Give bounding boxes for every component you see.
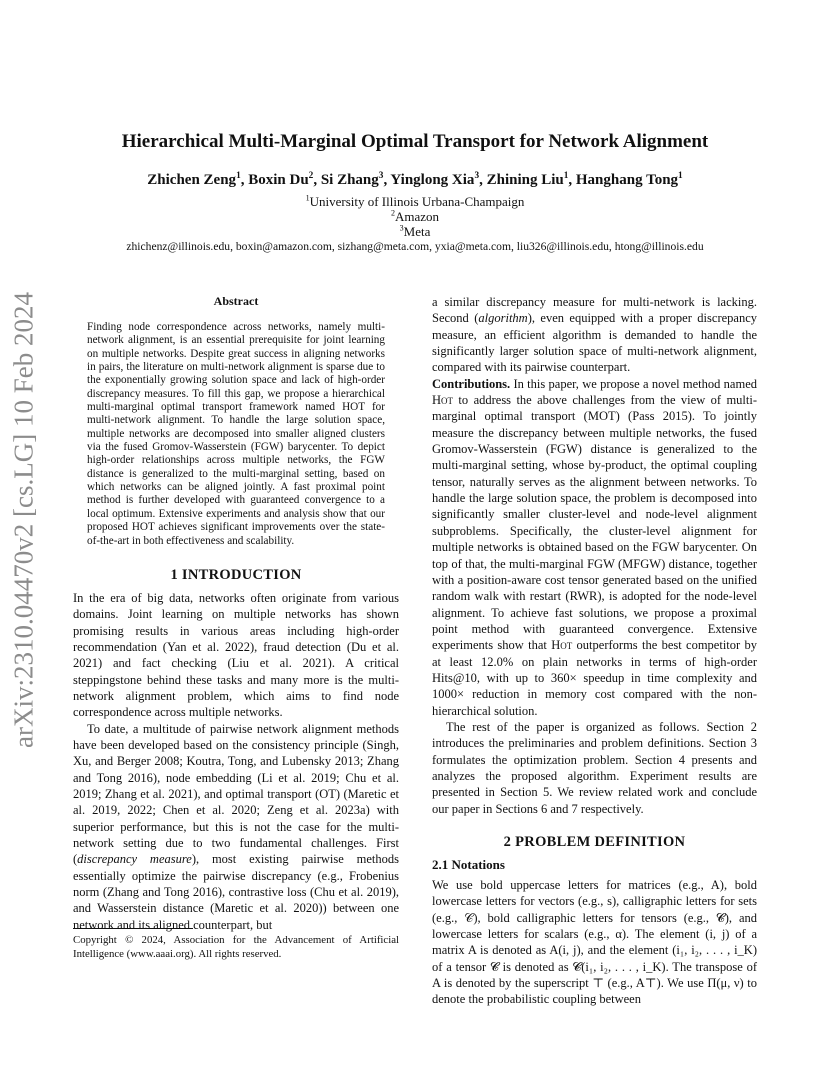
author-affil-mark: 1 xyxy=(563,171,569,181)
intro-emphasis: algorithm xyxy=(478,311,528,326)
section-heading-problem-definition: 2 PROBLEM DEFINITION xyxy=(503,834,686,850)
abstract-text: Finding node correspondence across networks, namely multi-network alignment, is an essential prerequisite for joint learning on multiple networks. Despite great success in aligning networks in pairs, the literature on multi-network alignment is sparse due to the exponentially growing solution space and lack of high-order discrepancy measures. To fill this gap, we propose a hierarchical multi-marginal optimal transport framework named HOT for multi-network alignment. To handle the large solution space, multiple networks are decomposed into smaller aligned clusters via the fused Gromov-Wasserstein (FGW) barycenter. To depict high-order relationships across multiple networks, the FGW distance is generalized to the multi-marginal setting, based on which networks can be aligned jointly. A fast proximal point method is further developed with guaranteed convergence to a local optimum. Extensive experiments and analysis show that our proposed HOT achieves significant improvements over the state-of-the-art in both effectiveness and scalability. xyxy=(87,321,385,547)
paper-title: Hierarchical Multi-Marginal Optimal Transport for Network Alignment xyxy=(121,131,709,152)
affiliation-name: University of Illinois Urbana-Champaign xyxy=(309,194,525,209)
author-name: Si Zhang xyxy=(320,172,379,188)
intro-paragraph-2 xyxy=(73,721,399,933)
intro-text: To date, a multitude of pairwise network alignment methods have been developed based on the consistency principle (Singh, Xu, and Berger 2008; Koutra, Tong, and Lubensky 2013; Zhang and Tong 2016), node embedding (Li et al. 2019; Chu et al. 2019; Zhang et al. 2021), and optimal transport (OT) (Maretic et al. 2019, 2022; Chen et al. 2020; Zeng et al. 2023a) with superior performance, but this is not the case for the multi-network setting due to two fundamental challenges. First ( xyxy=(73,721,399,867)
notations-paragraph: We use bold uppercase letters for matrices (e.g., A), bold lowercase letters for vectors (e.g., s), calligraphic letters for sets (e.g., 𝒞), bold calligraphic letters for tensors (e.g., 𝓒), and lowercase letters for scalars (e.g., α). The element (i, j) of a matrix A is denoted as A(i, j), and the element (i₁, i₂, . . . , i_K) of a tensor 𝓒 is denoted as 𝓒(i₁, i₂, . . . , i_K). The transpose of A is denoted by the superscript ⊤ (e.g., A⊤). We use Π(μ, ν) to denote the probabilistic coupling between xyxy=(432,878,757,1007)
affiliation xyxy=(60,224,770,239)
author-affil-mark: 3 xyxy=(474,171,480,181)
author-name: Zhichen Zeng xyxy=(147,172,237,188)
intro-emphasis: discrepancy measure xyxy=(77,852,192,867)
left-column xyxy=(73,294,399,933)
section-heading-introduction: 1 INTRODUCTION xyxy=(170,566,302,583)
author-name: Hanghang Tong xyxy=(575,172,679,188)
intro-paragraph-2-continued xyxy=(432,294,757,376)
footnote-divider xyxy=(73,928,193,929)
arxiv-stamp: arXiv:2310.04470v2 [cs.LG] 10 Feb 2024 xyxy=(8,292,39,748)
author-emails: zhichenz@illinois.edu, boxin@amazon.com, sizhang@meta.com, yxia@meta.com, liu326@illinois.edu, htong@illinois.edu xyxy=(126,240,704,253)
method-name: Hot xyxy=(551,638,573,653)
copyright-footnote: Copyright © 2024, Association for the Advancement of Artificial Intelligence (www.aaai.org). All rights reserved. xyxy=(73,934,399,960)
abstract-heading: Abstract xyxy=(213,294,259,308)
contributions-text: outperforms the best competitor by at least 12.0% on plain networks in terms of high-order Hits@10, with up to 360× speedup in time complexity and 1000× reduction in memory cost compared with the non-hierarchical solution. xyxy=(432,638,757,718)
intro-paragraph-1: In the era of big data, networks often originate from various domains. Joint learning on multiple networks has shown promising results in various areas including high-order recommendation (Yan et al. 2022), fraud detection (Du et al. 2021) and fact checking (Liu et al. 2021). A critical steppingstone behind these tasks and many more is the multi-network alignment problem, which aims to find node correspondence across multiple networks. xyxy=(73,590,399,720)
affiliation-mark: 1 xyxy=(305,193,310,203)
paper-organization-paragraph: The rest of the paper is organized as follows. Section 2 introduces the preliminaries and problem definitions. Section 3 formulates the optimization problem. Section 4 presents and analyzes the proposed algorithm. Experiment results are presented in Section 5. We review related work and conclude our paper in Sections 6 and 7 respectively. xyxy=(432,719,757,816)
intro-text: ), most existing pairwise methods essentially optimize the pairwise discrepancy (e.g., Frobenius norm (Zhang and Tong 2016), contrastive loss (Chu et al. 2019), and Wasserstein distance (Maretic et al. 2020)) between one network and its aligned counterpart, but xyxy=(73,852,399,932)
intro-text: ), even equipped with a proper discrepancy measure, an efficient algorithm is demanded to handle the significantly larger solution space of multi-network alignment, compared with its pairwise counterpart. xyxy=(432,311,757,375)
arxiv-sidebar xyxy=(0,0,48,1072)
intro-text: a similar discrepancy measure for multi-network is lacking. Second ( xyxy=(432,295,757,326)
affiliation xyxy=(60,194,770,209)
author-name: Zhining Liu xyxy=(486,172,564,188)
right-column xyxy=(432,294,757,1008)
contributions-paragraph xyxy=(432,376,757,719)
contributions-text: to address the above challenges from the view of multi-marginal optimal transport (MOT) (Pass 2015). To jointly measure the discrepancy between multiple networks, the fused Gromov-Wasserstein (FGW) distance is generalized to the multi-marginal setting, whose by-product, the optimal coupling tensor, naturally serves as the alignment between networks. To handle the large solution space, the problem is decomposed into significantly smaller cluster-level and node-level alignment subproblems. Specifically, the cluster-level alignment for multiple networks is obtained based on the FGW barycenter. On top of that, the multi-marginal FGW (MFGW) distance, together with a position-aware cost tensor generated based on the unified random walk with restart (RWR), is adopted for the node-level alignment. To achieve fast solutions, we propose a proximal point method with guaranteed convergence. Extensive experiments show that xyxy=(432,393,757,653)
affiliation-name: Meta xyxy=(403,224,431,239)
affiliation xyxy=(60,209,770,224)
author-affil-mark: 3 xyxy=(378,171,384,181)
author-affil-mark: 1 xyxy=(236,171,241,181)
author-list: Zhichen Zeng$^1$, Boxin Du$^2$, Si Zhang$^3$, Yinglong Xia$^3$, Zhining Liu$^1$, Hanghang Tong$^1$ xyxy=(147,171,683,188)
method-name: Hot xyxy=(432,393,454,408)
author-name: Yinglong Xia xyxy=(390,172,475,188)
author-affil-mark: 1 xyxy=(678,171,683,181)
affiliation-name: Amazon xyxy=(394,209,440,224)
contributions-label: Contributions. xyxy=(432,376,511,391)
author-affil-mark: 2 xyxy=(308,171,314,181)
author-name: Boxin Du xyxy=(248,172,309,188)
affiliation-mark: 3 xyxy=(399,223,404,233)
subsection-heading-notations: 2.1 Notations xyxy=(432,857,505,872)
contributions-text: In this paper, we propose a novel method named xyxy=(510,376,757,391)
affiliation-mark: 2 xyxy=(390,208,395,218)
